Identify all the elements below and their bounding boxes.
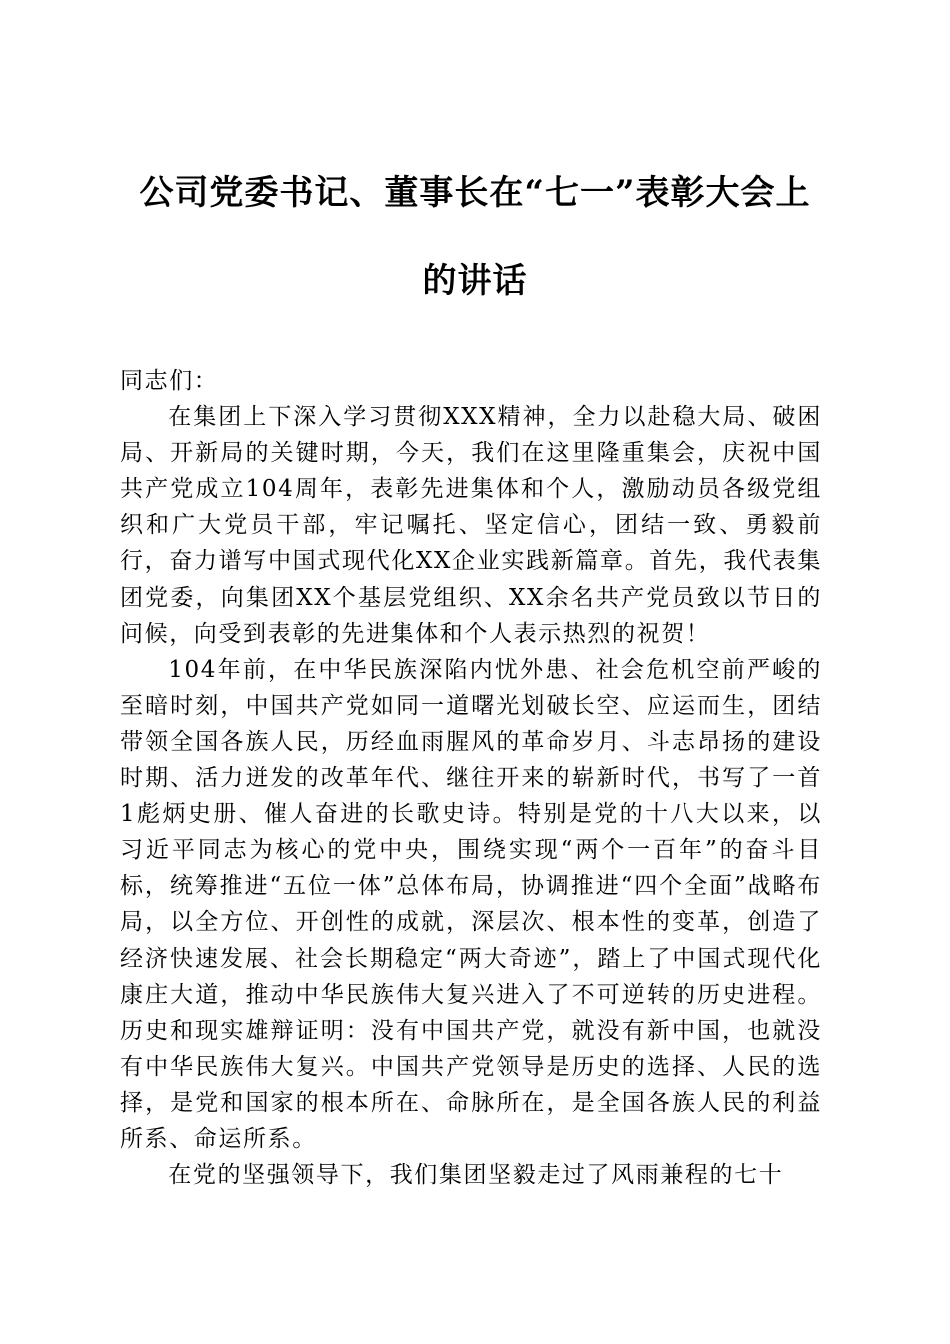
salutation: 同志们： [120, 368, 219, 394]
paragraph-2: 104年前，在中华民族深陷内忧外患、社会危机空前严峻的至暗时刻，中国共产党如同一道曙光划破长空、应运而生，团结带领全国各族人民，历经血雨腥风的革命岁月、斗志昂扬的建设时期、活力迸发的改革年代、继往开来的崭新时代，书写了一首1彪炳史册、催人奋进的长歌史诗。特别是党的十八大以来，以习近平同志为核心的党中央，围绕实现“两个一百年”的奋斗目标，统筹推进“五位一体”总体布局，协调推进“四个全面”战略布局，以全方位、开创性的成就，深层次、根本性的变革，创造了经济快速发展、社会长期稳定“两大奇迹”，踏上了中国式现代化康庄大道，推动中华民族伟大复兴进入了不可逆转的历史进程。历史和现实雄辩证明：没有中国共产党，就没有新中国，也就没有中华民族伟大复兴。中国共产党领导是历史的选择、人民的选择，是党和国家的根本所在、命脉所在，是全国各族人民的利益所系、命运所系。 [120, 656, 822, 1152]
title-line-2: 的讲话 [422, 261, 528, 301]
document-body [120, 363, 822, 1193]
paragraph-3: 在党的坚强领导下，我们集团坚毅走过了风雨兼程的七十 [168, 1162, 784, 1189]
paragraph-1: 在集团上下深入学习贯彻XXX精神，全力以赴稳大局、破困局、开新局的关键时期，今天，我们在这里隆重集会，庆祝中国共产党成立104周年，表彰先进集体和个人，激励动员各级党组织和广大党员干部，牢记嘱托、坚定信心，团结一致、勇毅前行，奋力谱写中国式现代化XX企业实践新篇章。首先，我代表集团党委，向集团XX个基层党组织、XX余名共产党员致以节日的问候，向受到表彰的先进集体和个人表示热烈的祝贺！ [120, 404, 822, 647]
title-line-1: 公司党委书记、董事长在“七一”表彰大会上 [139, 173, 811, 213]
document-title [110, 168, 840, 306]
